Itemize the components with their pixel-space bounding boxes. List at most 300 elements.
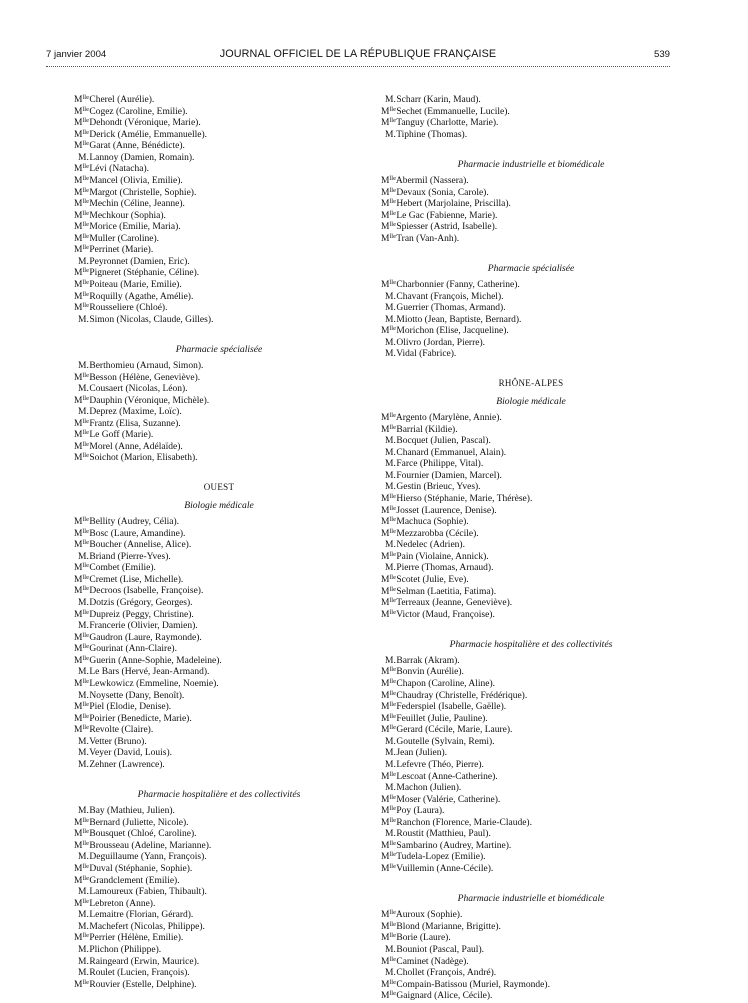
person-name: Lebreton (Anne). — [87, 898, 156, 909]
person-name: Machefert (Nicolas, Philippe). — [87, 921, 205, 932]
list-item — [381, 852, 681, 864]
right-column — [381, 95, 681, 1003]
person-name: Caminet (Nadège). — [394, 956, 469, 967]
spacer — [74, 326, 364, 343]
list-item — [74, 130, 364, 142]
civility: $M^{lle}$ — [381, 198, 396, 210]
person-name: Francerie (Olivier, Damien). — [87, 621, 198, 632]
person-name: Muller (Caroline). — [87, 233, 160, 244]
list-item — [74, 633, 364, 645]
person-name: Dupreiz (Peggy, Christine). — [87, 609, 194, 620]
civility: M. — [78, 152, 89, 163]
list-item — [381, 95, 681, 107]
civility: $M^{lle}$ — [74, 140, 89, 152]
person-name: Dotzis (Grégory, Georges). — [87, 598, 193, 609]
civility: $M^{lle}$ — [381, 920, 396, 932]
list-item — [74, 702, 364, 714]
civility: $M^{lle}$ — [381, 770, 396, 782]
list-item — [381, 338, 681, 350]
civility: $M^{lle}$ — [381, 909, 396, 921]
left-column — [74, 95, 364, 991]
person-name: Miotto (Jean, Baptiste, Bernard). — [394, 314, 522, 325]
list-item — [74, 303, 364, 315]
civility: $M^{lle}$ — [74, 174, 89, 186]
header-title: JOURNAL OFFICIEL DE LA RÉPUBLIQUE FRANÇAISE — [219, 48, 497, 60]
person-name: Deprez (Maxime, Loïc). — [87, 407, 182, 418]
list-item — [74, 407, 364, 419]
civility: $M^{lle}$ — [74, 232, 89, 244]
list-item — [381, 130, 681, 142]
civility: $M^{lle}$ — [74, 828, 89, 840]
section-heading: Biologie médicale — [184, 499, 254, 511]
section-heading: Pharmacie spécialisée — [487, 262, 575, 274]
list-item — [381, 991, 681, 1003]
person-name: Bousquet (Chloé, Caroline). — [87, 829, 197, 840]
person-name: Chollet (François, André). — [394, 968, 497, 979]
list-item — [74, 610, 364, 622]
person-name: Jean (Julien). — [394, 748, 448, 759]
civility: M. — [78, 360, 89, 371]
person-name: Pierre (Thomas, Arnaud). — [394, 563, 494, 574]
list-item — [381, 303, 681, 315]
person-name: Morel (Anne, Adélaïde). — [87, 441, 183, 452]
list-item — [74, 199, 364, 211]
person-name: Dauphin (Véronique, Michèle). — [87, 395, 210, 406]
list-item — [381, 234, 681, 246]
list-item — [381, 864, 681, 876]
civility: $M^{lle}$ — [381, 805, 396, 817]
person-name: Piel (Elodie, Denise). — [87, 702, 172, 713]
civility: M. — [385, 95, 396, 105]
person-name: Veyer (David, Louis). — [87, 748, 173, 759]
person-name: Revolte (Claire). — [87, 725, 154, 736]
list-item — [74, 222, 364, 234]
person-name: Peyronnet (Damien, Eric). — [87, 256, 190, 267]
person-name: Combet (Emilie). — [87, 563, 156, 574]
person-name: Terreaux (Jeanne, Geneviève). — [394, 598, 513, 609]
list-item — [74, 933, 364, 945]
civility: M. — [78, 256, 89, 267]
list-item — [381, 598, 681, 610]
civility: $M^{lle}$ — [381, 816, 396, 828]
civility: M. — [385, 349, 396, 360]
list-item — [381, 315, 681, 327]
person-name: Mancel (Olivia, Emilie). — [87, 175, 183, 186]
civility: $M^{lle}$ — [74, 816, 89, 828]
person-name: Farce (Philippe, Vital). — [394, 459, 484, 470]
list-item — [381, 517, 681, 529]
section-heading: Pharmacie industrielle et biomédicale — [457, 892, 605, 904]
civility: M. — [78, 852, 89, 863]
person-name: Rouvier (Estelle, Delphine). — [87, 979, 197, 990]
person-name: Scharr (Karin, Maud). — [394, 95, 481, 105]
civility: $M^{lle}$ — [381, 221, 396, 233]
civility: $M^{lle}$ — [381, 493, 396, 505]
person-name: Sambarino (Audrey, Martine). — [394, 840, 512, 851]
person-name: Lemaitre (Florian, Gérard). — [87, 910, 194, 921]
person-name: Soichot (Marion, Elisabeth). — [87, 453, 198, 464]
person-name: Goutelle (Sylvain, Remi). — [394, 736, 495, 747]
civility: $M^{lle}$ — [74, 440, 89, 452]
civility: $M^{lle}$ — [74, 371, 89, 383]
list-item — [381, 552, 681, 564]
person-name: Berthomieu (Arnaud, Simon). — [87, 360, 204, 371]
person-name: Bonvin (Aurélie). — [394, 667, 464, 678]
civility: $M^{lle}$ — [381, 608, 396, 620]
person-name: Borie (Laure). — [394, 933, 451, 944]
person-name: Roquilly (Agathe, Amélie). — [87, 291, 194, 302]
person-name: Cherel (Aurélie). — [87, 95, 155, 105]
spacer — [381, 245, 681, 262]
page-header — [46, 47, 670, 63]
section-heading: Biologie médicale — [496, 395, 566, 407]
civility: $M^{lle}$ — [74, 897, 89, 909]
civility: $M^{lle}$ — [381, 724, 396, 736]
list-item — [74, 748, 364, 760]
list-item — [381, 945, 681, 957]
list-item — [381, 506, 681, 518]
list-item — [381, 292, 681, 304]
person-name: Morichon (Elise, Jacqueline). — [394, 326, 509, 337]
civility: $M^{lle}$ — [381, 978, 396, 990]
civility: $M^{lle}$ — [74, 978, 89, 990]
civility: $M^{lle}$ — [74, 643, 89, 655]
civility: $M^{lle}$ — [381, 573, 396, 585]
person-name: Rousseliere (Chloé). — [87, 303, 168, 314]
civility: $M^{lle}$ — [74, 677, 89, 689]
person-name: Vidal (Fabrice). — [394, 349, 457, 360]
civility: $M^{lle}$ — [381, 325, 396, 337]
person-name: Bosc (Laure, Amandine). — [87, 528, 186, 539]
civility: $M^{lle}$ — [381, 117, 396, 129]
person-name: Hebert (Marjolaine, Priscilla). — [394, 199, 511, 210]
list-item — [381, 841, 681, 853]
civility: $M^{lle}$ — [381, 678, 396, 690]
civility: $M^{lle}$ — [381, 412, 396, 424]
person-name: Devaux (Sonia, Carole). — [394, 187, 489, 198]
list-item — [381, 482, 681, 494]
list-item — [381, 610, 681, 622]
list-item — [74, 245, 364, 257]
person-name: Roulet (Lucien, François). — [87, 968, 190, 979]
person-name: Mechin (Céline, Jeanne). — [87, 199, 185, 210]
person-name: Lamoureux (Fabien, Thibault). — [87, 887, 207, 898]
person-name: Lévi (Natacha). — [87, 164, 149, 175]
civility: M. — [385, 783, 396, 794]
header-date: 7 janvier 2004 — [46, 49, 107, 60]
civility: $M^{lle}$ — [74, 105, 89, 117]
list-item — [381, 425, 681, 437]
list-item — [74, 586, 364, 598]
list-item — [74, 211, 364, 223]
list-item — [74, 737, 364, 749]
civility: $M^{lle}$ — [74, 290, 89, 302]
civility: $M^{lle}$ — [74, 573, 89, 585]
spacer — [381, 621, 681, 638]
list-item — [74, 644, 364, 656]
civility: $M^{lle}$ — [74, 701, 89, 713]
civility: M. — [385, 129, 396, 140]
list-item — [74, 442, 364, 454]
person-name: Mechkour (Sophia). — [87, 210, 166, 221]
civility: $M^{lle}$ — [74, 527, 89, 539]
list-item — [74, 864, 364, 876]
list-item — [381, 280, 681, 292]
civility: M. — [385, 968, 396, 979]
list-item — [381, 829, 681, 841]
civility: M. — [78, 407, 89, 418]
list-item — [74, 714, 364, 726]
list-item — [74, 806, 364, 818]
spacer — [381, 876, 681, 893]
person-name: Josset (Laurence, Denise). — [394, 505, 497, 516]
civility: M. — [78, 921, 89, 932]
person-name: Le Goff (Marie). — [87, 430, 154, 441]
list-item — [74, 598, 364, 610]
civility: M. — [78, 944, 89, 955]
person-name: Federspiel (Isabelle, Gaëlle). — [394, 702, 507, 713]
list-item — [74, 188, 364, 200]
civility: $M^{lle}$ — [381, 232, 396, 244]
civility: $M^{lle}$ — [381, 712, 396, 724]
person-name: Tanguy (Charlotte, Marie). — [394, 118, 499, 129]
list-item — [74, 141, 364, 153]
civility: M. — [78, 887, 89, 898]
civility: $M^{lle}$ — [74, 932, 89, 944]
person-name: Chaudray (Christelle, Frédérique). — [394, 690, 528, 701]
section-heading: Pharmacie industrielle et biomédicale — [457, 158, 605, 170]
person-name: Besson (Hélène, Geneviève). — [87, 372, 201, 383]
list-item — [74, 575, 364, 587]
list-item — [74, 361, 364, 373]
list-item — [74, 292, 364, 304]
list-item — [381, 199, 681, 211]
person-name: Spiesser (Astrid, Isabelle). — [394, 222, 498, 233]
civility: M. — [78, 598, 89, 609]
list-item — [381, 471, 681, 483]
civility: M. — [385, 303, 396, 314]
list-item — [74, 876, 364, 888]
person-name: Nedelec (Adrien). — [394, 540, 465, 551]
list-item — [381, 748, 681, 760]
person-name: Cogez (Caroline, Emilie). — [87, 106, 188, 117]
person-name: Pain (Violaine, Annick). — [394, 551, 489, 562]
person-name: Vuillemin (Anne-Cécile). — [394, 864, 494, 875]
list-item — [381, 806, 681, 818]
list-item — [74, 656, 364, 668]
person-name: Noysette (Dany, Benoît). — [87, 690, 185, 701]
civility: M. — [78, 551, 89, 562]
list-item — [74, 419, 364, 431]
list-item — [74, 234, 364, 246]
list-item — [74, 373, 364, 385]
person-name: Perrier (Hélène, Emilie). — [87, 933, 184, 944]
person-name: Chavant (François, Michel). — [394, 291, 504, 302]
person-name: Zehner (Lawrence). — [87, 759, 165, 770]
person-name: Machon (Julien). — [394, 783, 462, 794]
civility: $M^{lle}$ — [381, 174, 396, 186]
person-name: Raingeard (Erwin, Maurice). — [87, 956, 200, 967]
list-item — [381, 968, 681, 980]
person-name: Dehondt (Véronique, Marie). — [87, 118, 201, 129]
list-item — [381, 772, 681, 784]
person-name: Bocquet (Julien, Pascal). — [394, 436, 491, 447]
list-item — [74, 980, 364, 992]
list-item — [381, 188, 681, 200]
civility: $M^{lle}$ — [74, 394, 89, 406]
civility: $M^{lle}$ — [381, 516, 396, 528]
person-name: Boucher (Annelise, Alice). — [87, 540, 192, 551]
civility: M. — [385, 655, 396, 666]
person-name: Poy (Laura). — [394, 806, 445, 817]
list-item — [74, 552, 364, 564]
civility: M. — [78, 384, 89, 395]
list-item — [74, 280, 364, 292]
civility: $M^{lle}$ — [74, 585, 89, 597]
person-name: Olivro (Jordan, Pierre). — [394, 337, 486, 348]
list-item — [381, 737, 681, 749]
list-item — [381, 587, 681, 599]
civility: $M^{lle}$ — [381, 689, 396, 701]
person-name: Gerard (Cécile, Marie, Laure). — [394, 725, 513, 736]
civility: M. — [385, 337, 396, 348]
civility: M. — [385, 447, 396, 458]
civility: $M^{lle}$ — [74, 562, 89, 574]
civility: M. — [385, 482, 396, 493]
section-heading: Pharmacie hospitalière et des collectivités — [137, 788, 301, 800]
person-name: Gaudron (Laure, Raymonde). — [87, 632, 202, 643]
list-item — [381, 413, 681, 425]
civility: M. — [78, 667, 89, 678]
civility: $M^{lle}$ — [74, 516, 89, 528]
list-item — [381, 494, 681, 506]
person-name: Le Gac (Fabienne, Marie). — [394, 210, 498, 221]
civility: $M^{lle}$ — [381, 527, 396, 539]
civility: $M^{lle}$ — [74, 186, 89, 198]
person-name: Lannoy (Damien, Romain). — [87, 152, 195, 163]
list-item — [74, 453, 364, 465]
spacer — [74, 771, 364, 788]
spacer — [74, 465, 364, 482]
civility: $M^{lle}$ — [74, 221, 89, 233]
list-item — [381, 118, 681, 130]
civility: $M^{lle}$ — [74, 608, 89, 620]
civility: $M^{lle}$ — [74, 94, 89, 105]
civility: M. — [385, 945, 396, 956]
civility: $M^{lle}$ — [74, 839, 89, 851]
region-heading: RHÔNE-ALPES — [498, 378, 564, 389]
civility: $M^{lle}$ — [381, 851, 396, 863]
person-name: Deguillaume (Yann, François). — [87, 852, 207, 863]
section-heading: Pharmacie hospitalière et des collectivités — [449, 638, 613, 650]
header-page-number: 539 — [653, 49, 670, 60]
civility: M. — [385, 748, 396, 759]
list-item — [74, 922, 364, 934]
person-name: Vetter (Bruno). — [87, 736, 147, 747]
list-item — [74, 691, 364, 703]
list-item — [74, 667, 364, 679]
list-item — [74, 899, 364, 911]
civility: $M^{lle}$ — [381, 279, 396, 291]
civility: M. — [385, 736, 396, 747]
person-name: Bouniot (Pascal, Paul). — [394, 945, 484, 956]
person-name: Frantz (Elisa, Suzanne). — [87, 418, 181, 429]
civility: $M^{lle}$ — [381, 863, 396, 875]
civility: $M^{lle}$ — [74, 712, 89, 724]
civility: $M^{lle}$ — [74, 631, 89, 643]
civility: M. — [385, 540, 396, 551]
list-item — [74, 107, 364, 119]
civility: $M^{lle}$ — [381, 423, 396, 435]
person-name: Scotet (Julie, Eve). — [394, 574, 469, 585]
person-name: Gestin (Brieuc, Yves). — [394, 482, 481, 493]
list-item — [74, 841, 364, 853]
list-item — [74, 957, 364, 969]
person-name: Machuca (Sophie). — [394, 517, 469, 528]
person-name: Victor (Maud, Françoise). — [394, 609, 495, 620]
person-name: Poirier (Benedicte, Marie). — [87, 713, 192, 724]
civility: M. — [78, 314, 89, 325]
civility: $M^{lle}$ — [74, 163, 89, 175]
civility: $M^{lle}$ — [74, 874, 89, 886]
list-item — [74, 176, 364, 188]
person-name: Margot (Christelle, Sophie). — [87, 187, 197, 198]
person-name: Derick (Amélie, Emmanuelle). — [87, 129, 208, 140]
civility: M. — [385, 436, 396, 447]
person-name: Auroux (Sophie). — [394, 910, 463, 921]
civility: M. — [78, 968, 89, 979]
civility: $M^{lle}$ — [381, 701, 396, 713]
list-item — [74, 153, 364, 165]
list-item — [381, 818, 681, 830]
list-item — [381, 714, 681, 726]
civility: $M^{lle}$ — [381, 666, 396, 678]
list-item — [74, 725, 364, 737]
person-name: Lescoat (Anne-Catherine). — [394, 771, 498, 782]
list-item — [74, 517, 364, 529]
list-item — [381, 448, 681, 460]
person-name: Tiphine (Thomas). — [394, 129, 468, 140]
civility: $M^{lle}$ — [381, 186, 396, 198]
list-item — [74, 540, 364, 552]
civility: $M^{lle}$ — [74, 244, 89, 256]
list-item — [74, 268, 364, 280]
civility: $M^{lle}$ — [381, 209, 396, 221]
list-item — [381, 349, 681, 361]
list-item — [74, 760, 364, 772]
list-item — [381, 529, 681, 541]
civility: $M^{lle}$ — [74, 417, 89, 429]
civility: $M^{lle}$ — [74, 452, 89, 464]
list-item — [74, 887, 364, 899]
person-name: Cousaert (Nicolas, Léon). — [87, 384, 188, 395]
civility: M. — [385, 470, 396, 481]
person-name: Hierso (Stéphanie, Marie, Thérèse). — [394, 494, 533, 505]
civility: $M^{lle}$ — [381, 793, 396, 805]
person-name: Duval (Stéphanie, Sophie). — [87, 864, 193, 875]
header-rule — [46, 66, 670, 67]
person-name: Grandclement (Emilie). — [87, 875, 180, 886]
list-item — [74, 621, 364, 633]
list-item — [381, 436, 681, 448]
list-item — [74, 968, 364, 980]
person-name: Bernard (Juliette, Nicole). — [87, 817, 189, 828]
list-item — [381, 575, 681, 587]
list-item — [74, 164, 364, 176]
list-item — [381, 656, 681, 668]
person-name: Chapon (Caroline, Aline). — [394, 679, 496, 690]
person-name: Charbonnier (Fanny, Catherine). — [394, 280, 520, 291]
